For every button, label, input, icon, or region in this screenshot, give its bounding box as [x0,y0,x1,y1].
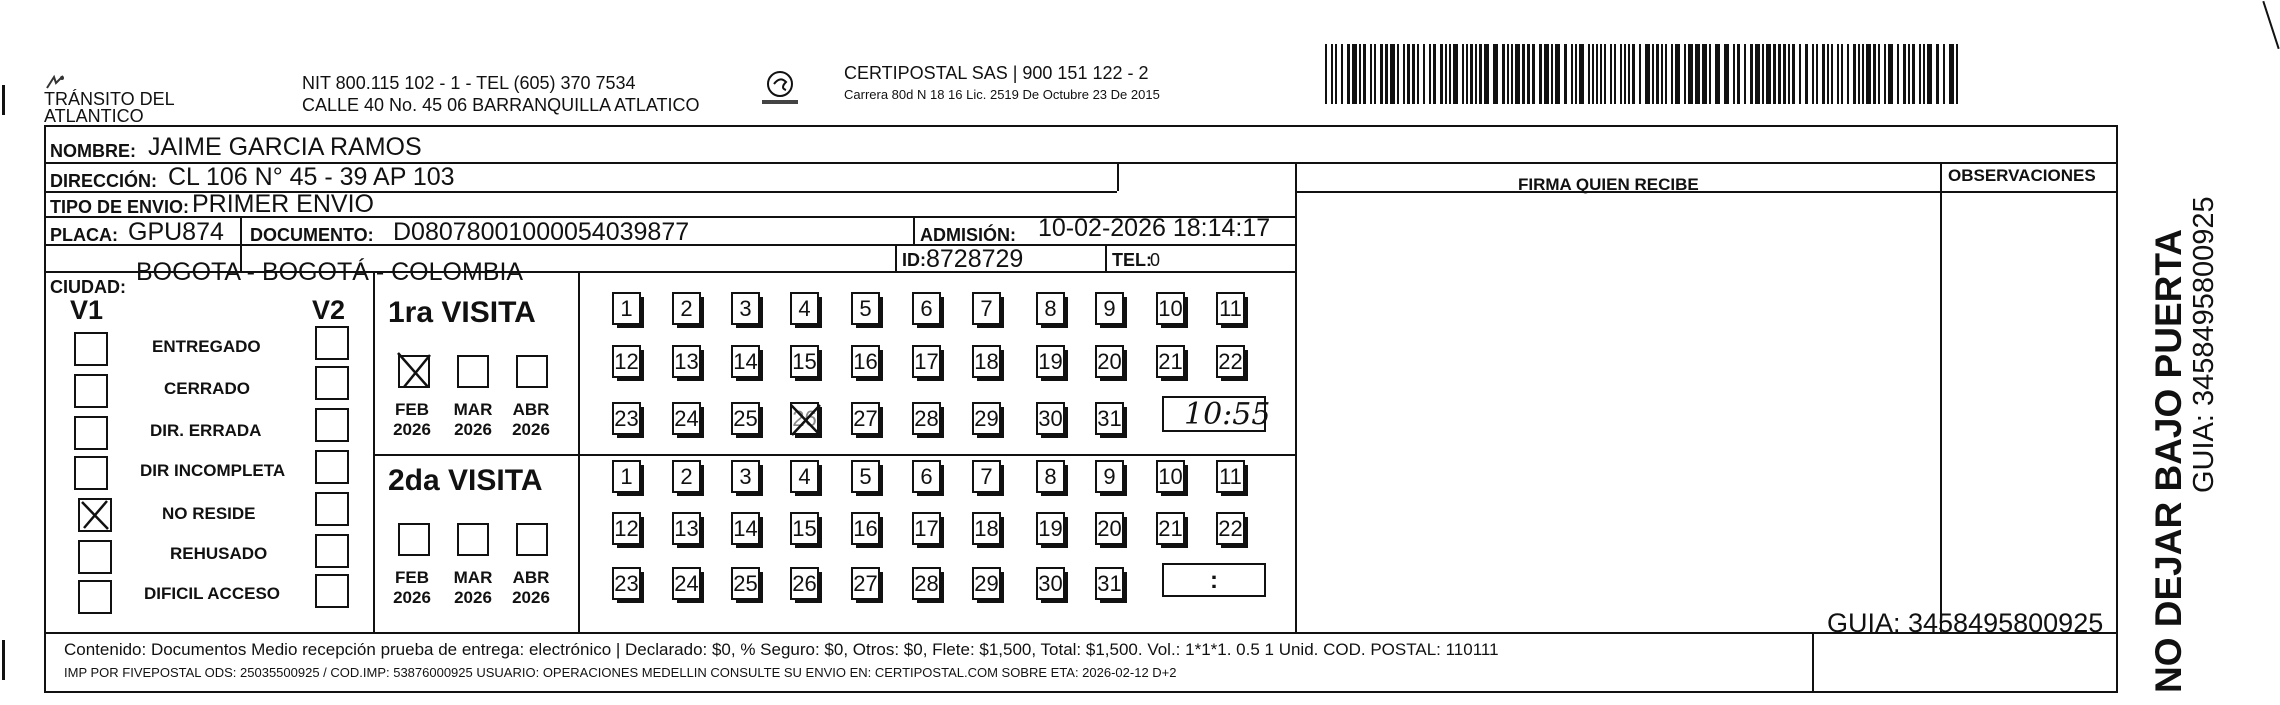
first-day-31-box[interactable]: 31 [1095,402,1124,435]
v2-rehusado-checkbox[interactable] [315,534,349,568]
documento-value: D08078001000054039877 [393,218,690,246]
first-day-26-box[interactable]: 26 [790,402,819,435]
first-day-13-box[interactable]: 13 [672,345,701,378]
first-day-25-box[interactable]: 25 [731,402,760,435]
second-day-7-box[interactable]: 7 [972,460,1001,493]
second-day-15-box[interactable]: 15 [790,512,819,545]
row-line [44,632,2118,634]
documento-label: DOCUMENTO: [250,225,374,245]
second-day-20-box[interactable]: 20 [1095,512,1124,545]
placa-label: PLACA: [50,225,118,245]
month-label: ABR 2026 [512,568,550,607]
col-line [1117,162,1119,191]
month-label: FEB 2026 [393,568,431,607]
first-day-19-box[interactable]: 19 [1036,345,1065,378]
second-day-17-box[interactable]: 17 [912,512,941,545]
second-day-27-box[interactable]: 27 [851,567,880,600]
v2-dir-errada-checkbox[interactable] [315,408,349,442]
visit-left-line [373,271,375,632]
direccion-label: DIRECCIÓN: [50,171,157,191]
first-day-6-box[interactable]: 6 [912,292,941,325]
second-day-5-box[interactable]: 5 [851,460,880,493]
page-edge-mark [2,85,5,115]
page-edge-mark [2262,1,2279,49]
admision-value: 10-02-2026 18:14:17 [1038,214,1271,242]
visit-divider [373,454,1295,456]
v1-rehusado-checkbox[interactable] [78,540,112,574]
v1-dir-incompleta-checkbox[interactable] [74,456,108,490]
placa-value: GPU874 [128,218,224,246]
first-day-23-box[interactable]: 23 [612,402,641,435]
first-day-8-box[interactable]: 8 [1036,292,1065,325]
v2-cerrado-checkbox[interactable] [315,366,349,400]
second-visit-time-value: : [1210,567,1218,594]
v2-label: V2 [312,295,346,325]
status-label: CERRADO [164,379,250,398]
first-day-14-box[interactable]: 14 [731,345,760,378]
row-line [1295,191,2118,193]
col-line [1105,244,1107,271]
second-visit-mar-checkbox[interactable] [457,523,489,556]
second-visit-time-box[interactable] [1162,563,1266,597]
first-day-16-box[interactable]: 16 [851,345,880,378]
org-name-line-2: ATLANTICO [44,106,144,126]
second-day-28-box[interactable]: 28 [912,567,941,600]
address-line: CALLE 40 No. 45 06 BARRANQUILLA ATLATICO [302,95,700,115]
second-day-22-box[interactable]: 22 [1216,512,1245,545]
second-day-23-box[interactable]: 23 [612,567,641,600]
side-guia: GUIA: 3458495800925 [2188,196,2220,493]
nit-line: NIT 800.115 102 - 1 - TEL (605) 370 7534 [302,73,636,93]
second-day-10-box[interactable]: 10 [1156,460,1185,493]
second-day-21-box[interactable]: 21 [1156,512,1185,545]
month-label: MAR 2026 [453,568,493,607]
second-day-12-box[interactable]: 12 [612,512,641,545]
col-line [240,216,242,244]
first-day-7-box[interactable]: 7 [972,292,1001,325]
first-visit-title: 1ra VISITA [388,296,536,329]
v1-dificil-acceso-checkbox[interactable] [78,580,112,614]
v1-label: V1 [70,295,104,325]
footer-imp: IMP POR FIVEPOSTAL ODS: 25035500925 / COD.IMP: 53876000925 USUARIO: OPERACIONES MEDELLIN CONSULTE SU ENVIO EN: CERTIPOSTAL.COM SOBRE ETA: 2026-02-12 D+2 [64,665,1177,680]
second-day-24-box[interactable]: 24 [672,567,701,600]
first-day-15-box[interactable]: 15 [790,345,819,378]
status-label: DIR. ERRADA [150,421,262,440]
first-day-27-box[interactable]: 27 [851,402,880,435]
barcode [1325,44,1965,104]
org-name-line-1: TRÁNSITO DEL [44,89,175,109]
second-day-31-box[interactable]: 31 [1095,567,1124,600]
id-value: 8728729 [926,245,1024,273]
second-day-8-box[interactable]: 8 [1036,460,1065,493]
second-day-29-box[interactable]: 29 [972,567,1001,600]
footer-guia: GUIA: 3458495800925 [1827,608,2104,638]
v1-cerrado-checkbox[interactable] [74,374,108,408]
first-day-10-box[interactable]: 10 [1156,292,1185,325]
second-day-30-box[interactable]: 30 [1036,567,1065,600]
first-day-30-box[interactable]: 30 [1036,402,1065,435]
second-day-26-box[interactable]: 26 [790,567,819,600]
second-visit-feb-checkbox[interactable] [398,523,430,556]
first-day-11-box[interactable]: 11 [1216,292,1245,325]
month-label: FEB 2026 [393,400,431,439]
second-day-14-box[interactable]: 14 [731,512,760,545]
second-day-2-box[interactable]: 2 [672,460,701,493]
second-day-25-box[interactable]: 25 [731,567,760,600]
firma-label: FIRMA QUIEN RECIBE [1518,175,1699,194]
first-day-24-box[interactable]: 24 [672,402,701,435]
status-label: ENTREGADO [152,337,261,356]
first-day-22-box[interactable]: 22 [1216,345,1245,378]
second-visit-abr-checkbox[interactable] [516,523,548,556]
v1-entregado-checkbox[interactable] [74,332,108,366]
first-day-21-box[interactable]: 21 [1156,345,1185,378]
direccion-value: CL 106 N° 45 - 39 AP 103 [168,163,455,191]
month-label: MAR 2026 [453,400,493,439]
first-day-4-box[interactable]: 4 [790,292,819,325]
col-line [578,271,580,632]
v2-no-reside-checkbox[interactable] [315,492,349,526]
first-visit-feb-checkbox[interactable] [398,355,430,388]
footer-contenido: Contenido: Documentos Medio recepción prueba de entrega: electrónico | Declarado: $0, % Seguro: $0, Otros: $0, Flete: $1,500, Total: $1,500. Vol.: 1*1*1. 0.5 1 Unid. COD. POSTAL: 110111 [64,640,1499,659]
col-line [1940,162,1942,632]
first-day-17-box[interactable]: 17 [912,345,941,378]
first-visit-time-box[interactable] [1162,396,1271,432]
second-day-19-box[interactable]: 19 [1036,512,1065,545]
second-day-11-box[interactable]: 11 [1216,460,1245,493]
month-label: ABR 2026 [512,400,550,439]
handwritten-x-mark-icon [788,401,824,437]
v2-dir-incompleta-checkbox[interactable] [315,450,349,484]
second-visit-title: 2da VISITA [388,464,543,497]
first-day-18-box[interactable]: 18 [972,345,1001,378]
v2-dificil-acceso-checkbox[interactable] [315,574,349,608]
first-day-9-box[interactable]: 9 [1095,292,1124,325]
second-day-9-box[interactable]: 9 [1095,460,1124,493]
v1-dir-errada-checkbox[interactable] [74,416,108,450]
first-day-5-box[interactable]: 5 [851,292,880,325]
certipostal-logo-icon [760,70,800,108]
admision-label: ADMISIÓN: [920,225,1016,245]
nombre-label: NOMBRE: [50,141,136,161]
handwritten-x-mark-icon [394,349,434,389]
status-label: REHUSADO [170,544,268,563]
courier-license: Carrera 80d N 18 16 Lic. 2519 De Octubre 23 De 2015 [844,87,1160,102]
second-day-13-box[interactable]: 13 [672,512,701,545]
col-line [1812,632,1814,693]
first-day-2-box[interactable]: 2 [672,292,701,325]
tipo-envio-label: TIPO DE ENVIO: [50,197,190,217]
first-day-29-box[interactable]: 29 [972,402,1001,435]
first-visit-time-value: 10:55 [1184,397,1271,432]
page-edge-mark [2,640,5,680]
courier-name: CERTIPOSTAL SAS | 900 151 122 - 2 [844,63,1149,83]
first-visit-abr-checkbox[interactable] [516,355,548,388]
first-day-20-box[interactable]: 20 [1095,345,1124,378]
first-visit-mar-checkbox[interactable] [457,355,489,388]
tipo-envio-value: PRIMER ENVIO [192,190,374,218]
ciudad-label: CIUDAD: [50,277,126,297]
second-day-16-box[interactable]: 16 [851,512,880,545]
observaciones-label: OBSERVACIONES [1948,166,2096,185]
first-day-1-box[interactable]: 1 [612,292,641,325]
status-label: DIR INCOMPLETA [140,461,286,480]
status-label: DIFICIL ACCESO [144,584,281,603]
v2-entregado-checkbox[interactable] [315,326,349,360]
no-dejar-bajo-puerta-warning: NO DEJAR BAJO PUERTA [2148,229,2189,693]
status-label: NO RESIDE [162,504,256,523]
id-label: ID: [902,250,926,270]
second-day-3-box[interactable]: 3 [731,460,760,493]
first-day-3-box[interactable]: 3 [731,292,760,325]
col-line [1295,162,1297,632]
second-day-1-box[interactable]: 1 [612,460,641,493]
second-day-4-box[interactable]: 4 [790,460,819,493]
col-line [895,244,897,271]
handwritten-x-mark-icon [78,498,112,532]
tel-value: 0 [1150,250,1161,270]
first-day-28-box[interactable]: 28 [912,402,941,435]
col-line [913,216,915,244]
v1-no-reside-checkbox[interactable] [78,498,112,532]
first-day-12-box[interactable]: 12 [612,345,641,378]
ciudad-value: BOGOTA - BOGOTÁ - COLOMBIA [136,258,524,286]
tel-label: TEL: [1112,250,1152,270]
nombre-value: JAIME GARCIA RAMOS [148,133,422,161]
second-day-18-box[interactable]: 18 [972,512,1001,545]
second-day-6-box[interactable]: 6 [912,460,941,493]
